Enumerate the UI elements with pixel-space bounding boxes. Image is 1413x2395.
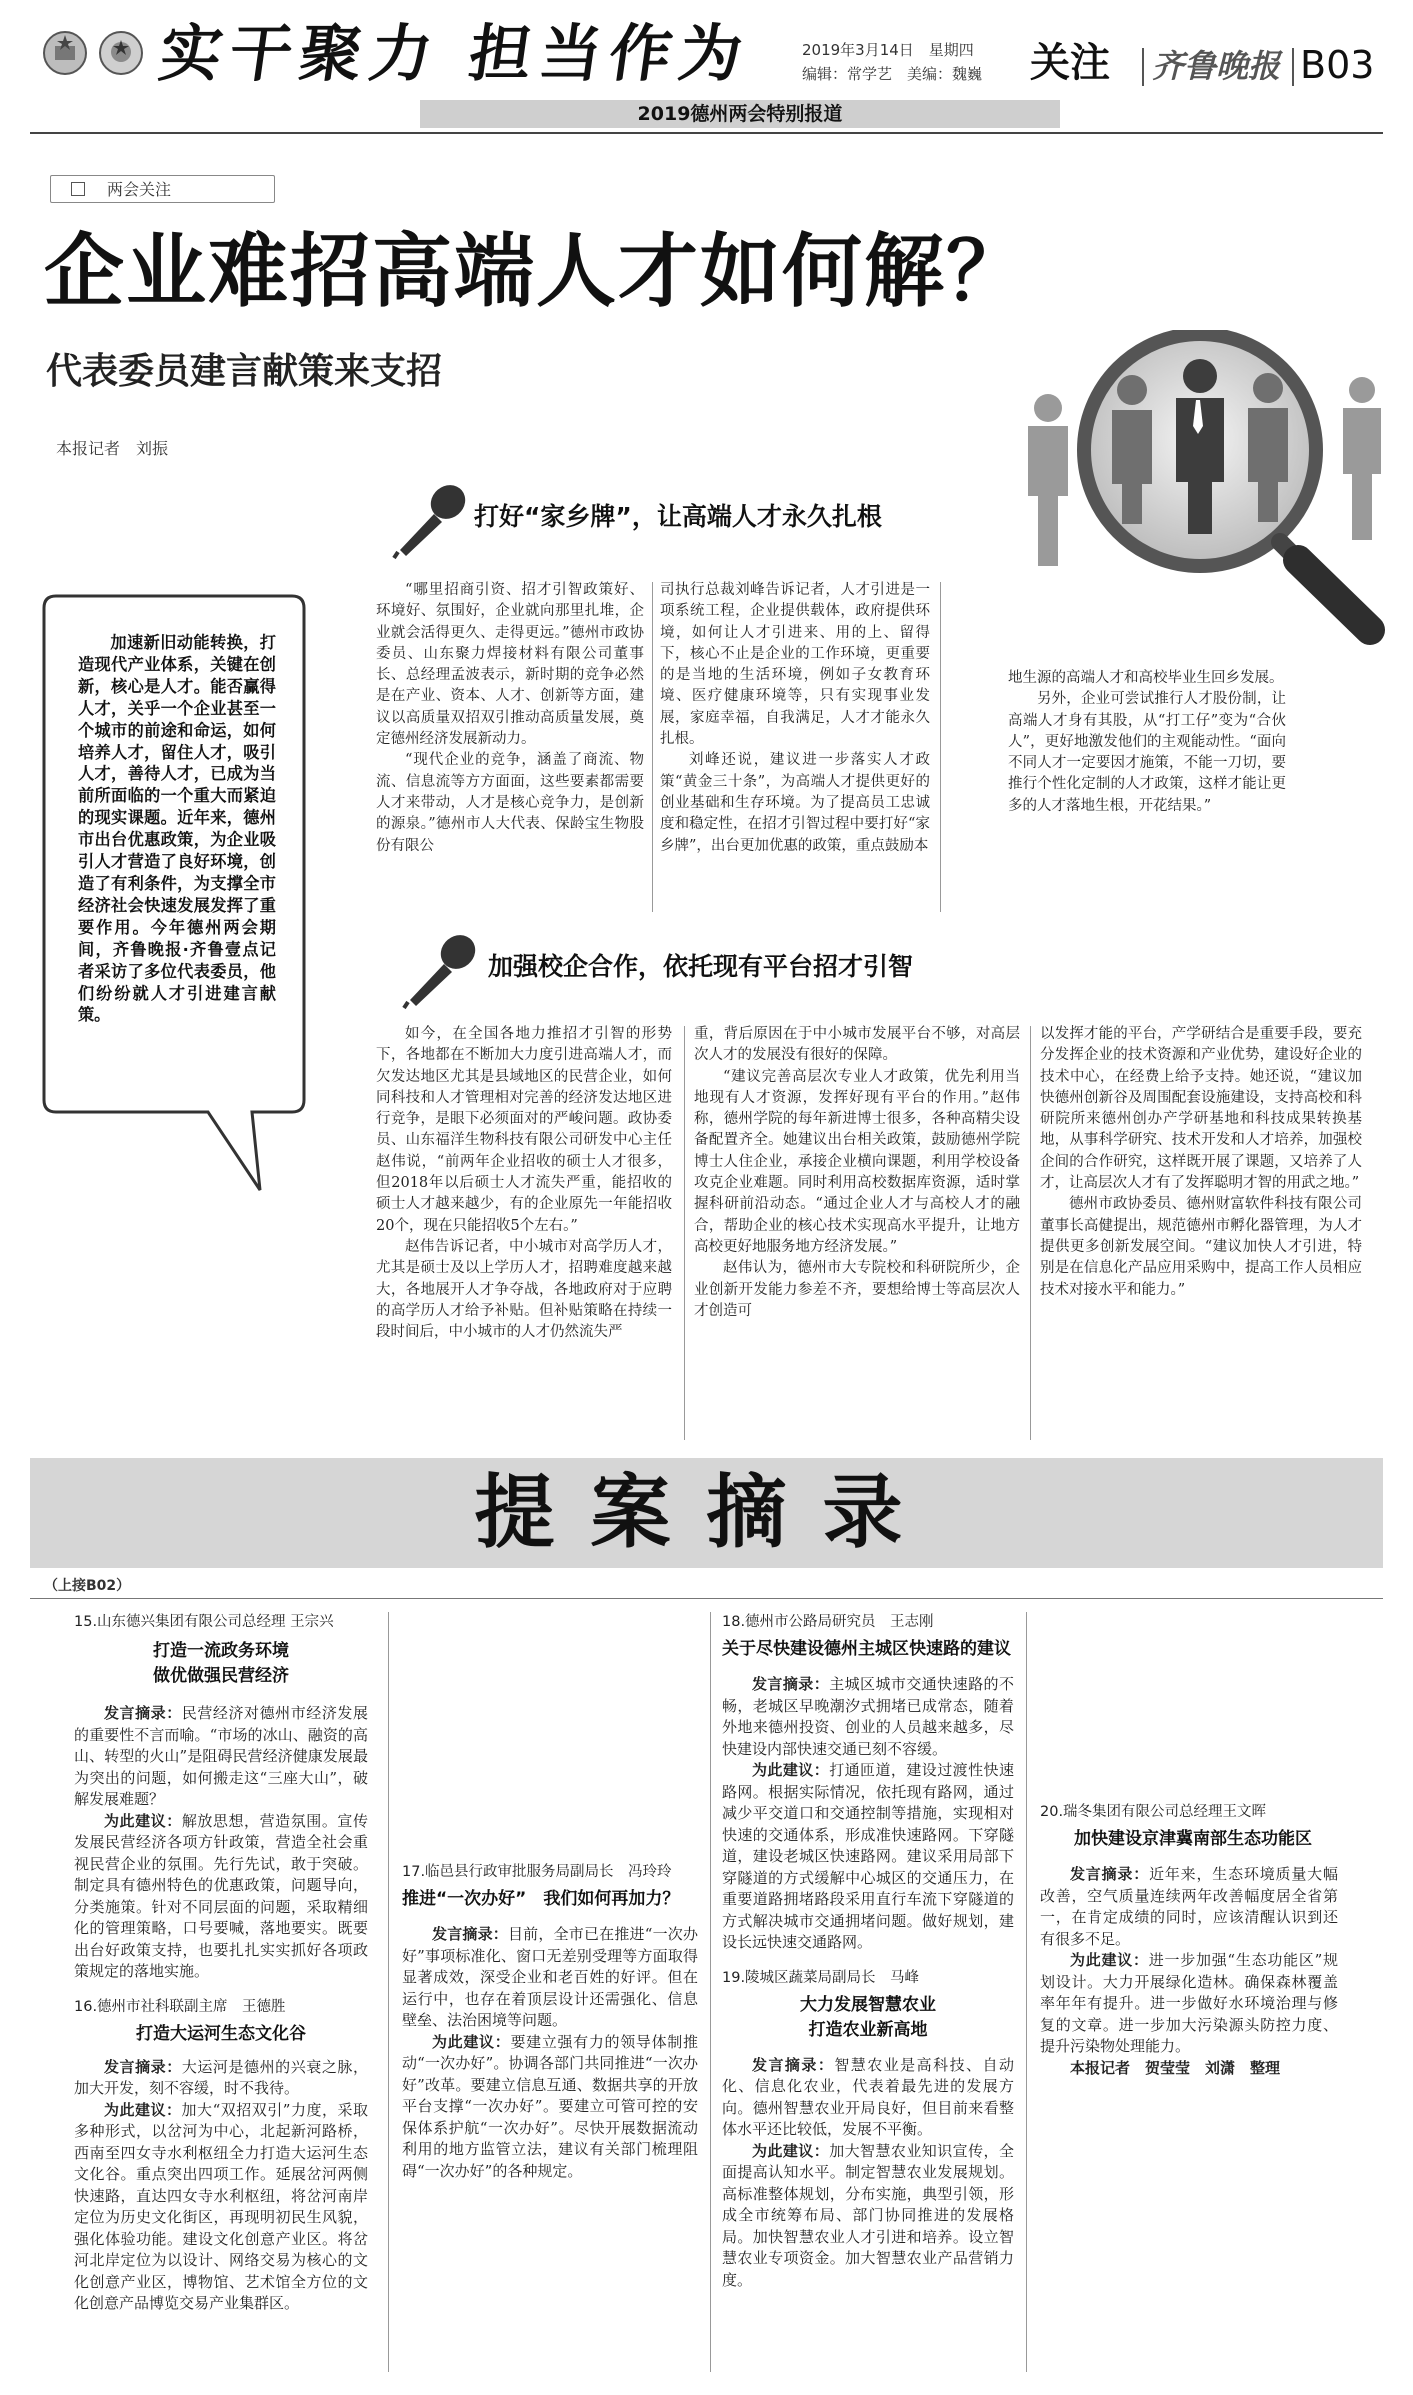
page-number: B03 bbox=[1300, 43, 1375, 87]
column-rule bbox=[1030, 1026, 1031, 1440]
proposals-rule bbox=[30, 1598, 1383, 1599]
label: 为此建议： bbox=[104, 2100, 182, 2119]
section1-col3 bbox=[1008, 668, 1286, 817]
national-emblem-icon bbox=[42, 28, 88, 78]
paragraph: 重，背后原因在于中小城市发展平台不够，对高层次人才的发展没有很好的保障。 bbox=[694, 1026, 1020, 1064]
proposals-byline: 本报记者 贺莹莹 刘潇 整理 bbox=[1070, 2058, 1281, 2077]
paragraph: 地生源的高端人才和高校毕业生回乡发展。 bbox=[1008, 670, 1284, 686]
section2-col3 bbox=[1040, 1024, 1362, 1301]
headline: 企业难招高端人才如何解？ bbox=[44, 225, 1028, 318]
microphone-icon bbox=[388, 480, 470, 562]
label: 为此建议： bbox=[1070, 1951, 1149, 1969]
masthead-slogan: 实干聚力 担当作为 bbox=[154, 17, 755, 90]
column-rule bbox=[710, 1612, 711, 2372]
proposals-col2 bbox=[402, 1612, 698, 2182]
proposal-item-title: 大力发展智慧农业 bbox=[800, 1994, 936, 2015]
label: 为此建议： bbox=[432, 2032, 511, 2051]
proposal-item-head: 20.瑞冬集团有限公司总经理王文晖 bbox=[1040, 1804, 1267, 1820]
paragraph: 以发挥才能的平台，产学研结合是重要手段，要充分发挥企业的技术资源和产业优势，建设好企业的技术中心，在经费上给予支持。她还说，“建议加快德州创新谷及周围配套设施建设，支持高校和科研院所来德州创办产学研基地和科技成果转换基地，从事科学研究、技术开发和人才培养，加强校企间的合作研究，这样既开展了课题，又培养了人才，让高层次人才有了发挥聪明才智的用武之地。” bbox=[1040, 1026, 1362, 1192]
column-rule bbox=[388, 1612, 389, 2372]
column-rule bbox=[652, 582, 653, 912]
column-rule bbox=[1026, 1612, 1027, 2372]
paragraph: 德州市政协委员、德州财富软件科技有限公司董事长高健提出，规范德州市孵化器管理，为人才提供更多创新发展空间。“建议加快人才引进，特别是在信息化产品应用采购中，提高工作人员相应技术对接水平和能力。” bbox=[1040, 1196, 1362, 1298]
proposal-item-title: 做优做强民营经济 bbox=[153, 1666, 289, 1686]
proposal-item-title: 打造一流政务环境 bbox=[153, 1641, 289, 1661]
section1-col2 bbox=[660, 580, 930, 857]
proposal-advice: 要建立强有力的领导体制推动“一次办好”。协调各部门共同推进“一次办好”改革。要建立信息互通、数据共享的开放平台支撑“一次办好”。要建立可管可控的安保体系护航“一次办好”。尽快开展数据流动利用的地方监管立法，建议有关部门梳理阻碍“一次办好”的各种规定。 bbox=[402, 2032, 698, 2180]
tag-label: 两会关注 bbox=[107, 180, 172, 199]
proposal-advice: 加大“双招双引”力度，采取多种形式，以岔河为中心，北起新河路桥，西南至四女寺水利枢纽全力打造大运河生态文化谷。重点突出四项工作。延展岔河两侧快速路，直达四女寺水利枢纽，将岔河南岸定位为历史文化街区，再现明初民生风貌，强化体验功能。建设文化创意产业区。将岔河北岸定位为以设计、网络交易为核心的文化创意产业区，博物馆、艺术馆全方位的文化创意产品博览交易产业集群区。 bbox=[74, 2100, 368, 2312]
proposal-summary: 近年来，生态环境质量大幅改善，空气质量连续两年改善幅度居全省第一，在肯定成绩的同时，应该清醒认识到还有很多不足。 bbox=[1040, 1865, 1338, 1948]
masthead-divider-2 bbox=[1292, 48, 1294, 86]
label: 发言摘录： bbox=[104, 2057, 182, 2076]
proposals-col1 bbox=[74, 1612, 368, 2315]
proposal-item-title: 打造农业新高地 bbox=[808, 2019, 928, 2040]
section1-title: 打好“家乡牌”，让高端人才永久扎根 bbox=[474, 502, 882, 531]
masthead-rule bbox=[30, 132, 1383, 134]
paragraph: “现代企业的竞争，涵盖了商流、物流、信息流等方方面面，这些要素都需要人才来带动，人才是核心竞争力，是创新的源泉。”德州市人大代表、保龄宝生物股份有限公 bbox=[376, 752, 644, 854]
proposal-item-title: 打造大运河生态文化谷 bbox=[136, 2023, 306, 2044]
column-rule bbox=[940, 582, 941, 912]
paragraph: 如今，在全国各地力推招才引智的形势下，各地都在不断加大力度引进高端人才，而欠发达地区尤其是县域地区的民营企业，如何同科技和人才管理相对完善的经济发达地区进行竞争，是眼下必须面对的严峻问题。政协委员、山东福洋生物科技有限公司研发中心主任赵伟说，“前两年企业招收的硕士人才很多，但2018年以后硕士人才流失严重，能招收的硕士人才越来越少，有的企业原先一年能招收20个，现在只能招收5个左右。” bbox=[376, 1026, 672, 1234]
proposal-advice: 解放思想，营造氛围。宣传发展民营经济各项方针政策，营造全社会重视民营企业的氛围。先行先试，敢于突破。制定具有德州特色的优惠政策，问题导向，分类施策。针对不同层面的问题，采取精细化的管理策略，口号要喊，落地要实。既要出台好政策支持，也要扎扎实实抓好各项政策规定的落地实施。 bbox=[74, 1811, 368, 1980]
continued-from: （上接B02） bbox=[44, 1578, 131, 1594]
label: 为此建议： bbox=[752, 2141, 830, 2160]
proposals-col3 bbox=[722, 1612, 1014, 2291]
intro-text: 加速新旧动能转换，打造现代产业体系，关键在创新，核心是人才。能否赢得人才，关乎一个企业甚至一个城市的前途和命运，如何培养人才，留住人才，吸引人才，善待人才，已成为当前所面临的一个重大而紧迫的现实课题。近年来，德州市出台优惠政策，为企业吸引人才营造了良好环境，创造了有利条件，为支撑全市经济社会快速发展发挥了重要作用。今年德州两会期间，齐鲁晚报·齐鲁壹点记者采访了多位代表委员，他们纷纷就人才引进建言献策。 bbox=[78, 633, 276, 1025]
section-tag bbox=[50, 175, 275, 203]
proposal-item-head: 16.德州市社科联副主席 王德胜 bbox=[74, 1998, 286, 2015]
proposal-item-head: 18.德州市公路局研究员 王志刚 bbox=[722, 1614, 934, 1630]
section2-col2 bbox=[694, 1024, 1020, 1322]
proposal-summary: 主城区城市交通快速路的不畅，老城区早晚潮汐式拥堵已成常态，随着外地来德州投资、创业的人员越来越多，尽快建设内部快速交通已刻不容缓。 bbox=[722, 1675, 1014, 1758]
masthead bbox=[0, 0, 1413, 135]
proposals-col4 bbox=[1040, 1612, 1338, 2079]
label: 为此建议： bbox=[752, 1761, 830, 1779]
special-report-label: 2019德州两会特别报道 bbox=[637, 103, 843, 125]
paragraph: “哪里招商引资、招才引智政策好、环境好、氛围好，企业就向那里扎堆，企业就会活得更久、走得更远。”德州市政协委员、山东聚力焊接材料有限公司董事长、总经理孟波表示，新时期的竞争必然是在产业、资本、人才、创新等方面，建议以高质量双招双引推动高质量发展，奠定德州经济发展新动力。 bbox=[376, 582, 644, 748]
label: 发言摘录： bbox=[104, 1704, 182, 1722]
paragraph: “建议完善高层次专业人才政策，优先利用当地现有人才资源，发挥好现有平台的作用。”赵伟称，德州学院的每年新进博士很多，各种高精尖设备配置齐全。她建议出台相关政策，鼓励德州学院博士人住企业，承接企业横向课题，利用学校设备攻克企业难题。同时利用高校数据库资源，适时掌握科研前沿动态。“通过企业人才与高校人才的融合，帮助企业的核心技术实现高水平提升，让地方高校更好地服务地方经济发展。” bbox=[694, 1068, 1020, 1255]
label: 发言摘录： bbox=[432, 1925, 508, 1943]
proposal-summary: 目前，全市已在推进“一次办好”事项标准化、窗口无差别受理等方面取得显著成效，深受企业和老百姓的好评。但在运行中，也存在着顶层设计还需强化、信息壁垒、法治困境等问题。 bbox=[402, 1925, 698, 2029]
proposal-item-title: 推进“一次办好” 我们如何再加力？ bbox=[402, 1889, 680, 1909]
proposal-summary: 民营经济对德州市经济发展的重要性不言而喻。“市场的冰山、融资的高山、转型的火山”是阻碍民营经济健康发展最为突出的问题，如何搬走这“三座大山”，破解发展难题？ bbox=[74, 1704, 368, 1808]
proposal-item-head: 19.陵城区蔬菜局副局长 马峰 bbox=[722, 1969, 920, 1986]
paragraph: 另外，企业可尝试推行人才股份制，让高端人才身有其股，从“打工仔”变为“合伙人”，更好地激发他们的主观能动性。“面向不同人才一定要因才施策，不能一刀切，要推行个性化定制的人才政策，这样才能让更多的人才落地生根，开花结果。” bbox=[1008, 691, 1286, 814]
issue-date: 2019年3月14日 星期四 bbox=[802, 41, 974, 59]
masthead-divider bbox=[1142, 48, 1144, 86]
cppcc-emblem-icon bbox=[98, 28, 144, 78]
proposal-summary: 智慧农业是高科技、自动化、信息化农业，代表着最先进的发展方向。德州智慧农业开局良好，但目前来看整体水平还比较低，发展不平衡。 bbox=[722, 2055, 1014, 2138]
newspaper-logo: 齐鲁晚报 bbox=[1152, 47, 1281, 85]
proposal-item-title: 关于尽快建设德州主城区快速路的建议 bbox=[722, 1639, 1011, 1659]
byline: 本报记者 刘振 bbox=[56, 439, 169, 458]
label: 发言摘录： bbox=[752, 1675, 830, 1693]
proposal-item-head: 15.山东德兴集团有限公司总经理 王宗兴 bbox=[74, 1614, 334, 1630]
proposal-advice: 打通匝道，建设过渡性快速路网。根据实际情况，依托现有路网，通过减少平交道口和交通控制等措施，实现相对快速的交通体系，形成准快速路网。下穿隧道，建设老城区快速路网。建议采用局部下穿隧道的方式缓解中心城区的交通压力，在重要道路拥堵路段采用直行车流下穿隧道的方式解决城市交通拥堵问题。做好规划，建设长远快速交通路网。 bbox=[722, 1761, 1014, 1951]
label: 为此建议： bbox=[104, 1811, 182, 1830]
label: 发言摘录： bbox=[752, 2055, 835, 2074]
section-name: 关注 bbox=[1030, 40, 1110, 86]
proposal-item-title: 加快建设京津冀南部生态功能区 bbox=[1074, 1829, 1312, 1849]
section1-col1 bbox=[376, 580, 644, 857]
column-rule bbox=[684, 1026, 685, 1440]
paragraph: 刘峰还说，建议进一步落实人才政策“黄金三十条”，为高端人才提供更好的创业基础和生存环境。为了提高员工忠诚度和稳定性，在招才引智过程中要打好“家乡牌”，出台更加优惠的政策，重点鼓励本 bbox=[660, 752, 930, 854]
microphone-icon bbox=[398, 930, 480, 1012]
proposal-advice: 进一步加强“生态功能区”规划设计。大力开展绿化造林。确保森林覆盖率年年有提升。进一步做好水环境治理与修复的文章。进一步加大污染源头防控力度、提升污染物处理能力。 bbox=[1040, 1951, 1338, 2055]
subheadline: 代表委员建言献策来支招 bbox=[46, 351, 443, 392]
section2-title: 加强校企合作，依托现有平台招才引智 bbox=[488, 952, 914, 981]
paragraph: 赵伟认为，德州市大专院校和科研院所少，企业创新开发能力参差不齐，要想给博士等高层次人才创造可 bbox=[694, 1260, 1020, 1319]
label: 发言摘录： bbox=[1070, 1865, 1150, 1883]
paragraph: 赵伟告诉记者，中小城市对高学历人才，尤其是硕士及以上学历人才，招聘难度越来越大，各地展开人才争夺战，各地政府对于应聘的高学历人才给予补贴。但补贴策略在持续一段时间后，中小城市的人才仍然流失严 bbox=[376, 1238, 672, 1341]
proposal-advice: 加大智慧农业知识宣传，全面提高认知水平。制定智慧农业发展规划。高标准整体规划，分布实施，典型引领，形成全市统筹布局、部门协同推进的发展格局。加快智慧农业人才引进和培养。设立智慧农业专项资金。加大智慧农业产品营销力度。 bbox=[722, 2141, 1014, 2289]
paragraph: 司执行总裁刘峰告诉记者，人才引进是一项系统工程，企业提供载体，政府提供环境，如何让人才引进来、用的上、留得下，核心不止是企业的工作环境，更重要的是当地的生活环境，例如子女教育环境、医疗健康环境等，只有实现事业发展，家庭幸福，自我满足，人才才能永久扎根。 bbox=[660, 582, 930, 748]
proposal-item-head: 17.临邑县行政审批服务局副局长 冯玲玲 bbox=[402, 1864, 672, 1880]
proposal-summary: 大运河是德州的兴衰之脉，加大开发，刻不容缓，时不我待。 bbox=[74, 2057, 368, 2097]
issue-editors: 编辑：常学艺 美编：魏巍 bbox=[802, 65, 983, 83]
tag-box-icon bbox=[71, 182, 85, 196]
section2-col1 bbox=[376, 1024, 672, 1343]
proposals-title: 提案摘录 bbox=[474, 1465, 939, 1559]
